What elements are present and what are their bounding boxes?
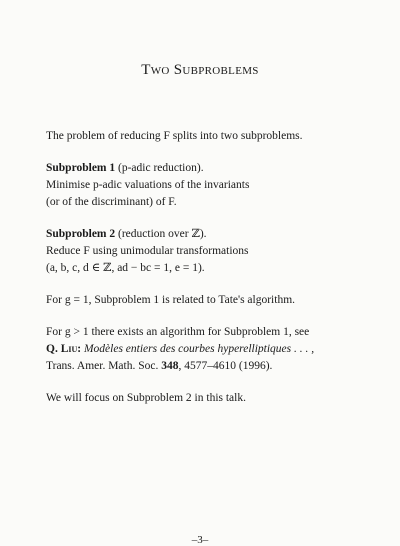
focus-paragraph xyxy=(46,390,386,407)
liu-journal: Trans. Amer. Math. Soc. xyxy=(46,360,162,372)
liu-line-1: For g > 1 there exists an algorithm for Subproblem 1, see xyxy=(46,326,310,338)
subproblem-2-heading-note: (reduction over ℤ). xyxy=(115,228,207,240)
subproblem-2-heading: Subproblem 2 xyxy=(46,228,116,240)
slide-body xyxy=(46,128,386,422)
liu-citation-line xyxy=(46,341,386,358)
liu-volume: 348 xyxy=(161,360,179,372)
intro-text: The problem of reducing F splits into two subproblems. xyxy=(46,130,303,142)
intro-paragraph xyxy=(46,128,386,145)
subproblem-1-block xyxy=(46,160,386,211)
subproblem-1-heading: Subproblem 1 xyxy=(46,162,116,174)
liu-author: Q. Liu: xyxy=(46,343,82,355)
subproblem-1-line-1: Minimise p-adic valuations of the invariants xyxy=(46,179,250,191)
subproblem-2-line-2: (a, b, c, d ∈ ℤ, ad − bc = 1, e = 1). xyxy=(46,262,205,274)
subproblem-1-line-2: (or of the discriminant) of F. xyxy=(46,196,177,208)
slide-title: Two Subproblems xyxy=(141,62,259,78)
subproblem-2-block xyxy=(46,226,386,277)
subproblem-2-heading-line xyxy=(46,226,386,243)
liu-pages: , 4577–4610 (1996). xyxy=(178,360,273,372)
subproblem-1-heading-line xyxy=(46,160,386,177)
subproblem-1-heading-note: (p-adic reduction). xyxy=(115,162,204,174)
liu-reference-block xyxy=(46,324,386,375)
focus-text: We will focus on Subproblem 2 in this talk. xyxy=(46,392,246,404)
page-number: –3– xyxy=(191,534,209,546)
liu-journal-line xyxy=(46,358,386,375)
tate-text: For g = 1, Subproblem 1 is related to Tate's algorithm. xyxy=(46,294,296,306)
tate-paragraph xyxy=(46,292,386,309)
liu-ref-title: Modèles entiers des courbes hyperelliptiques . . . , xyxy=(81,343,315,355)
subproblem-2-line-1: Reduce F using unimodular transformations xyxy=(46,245,249,257)
